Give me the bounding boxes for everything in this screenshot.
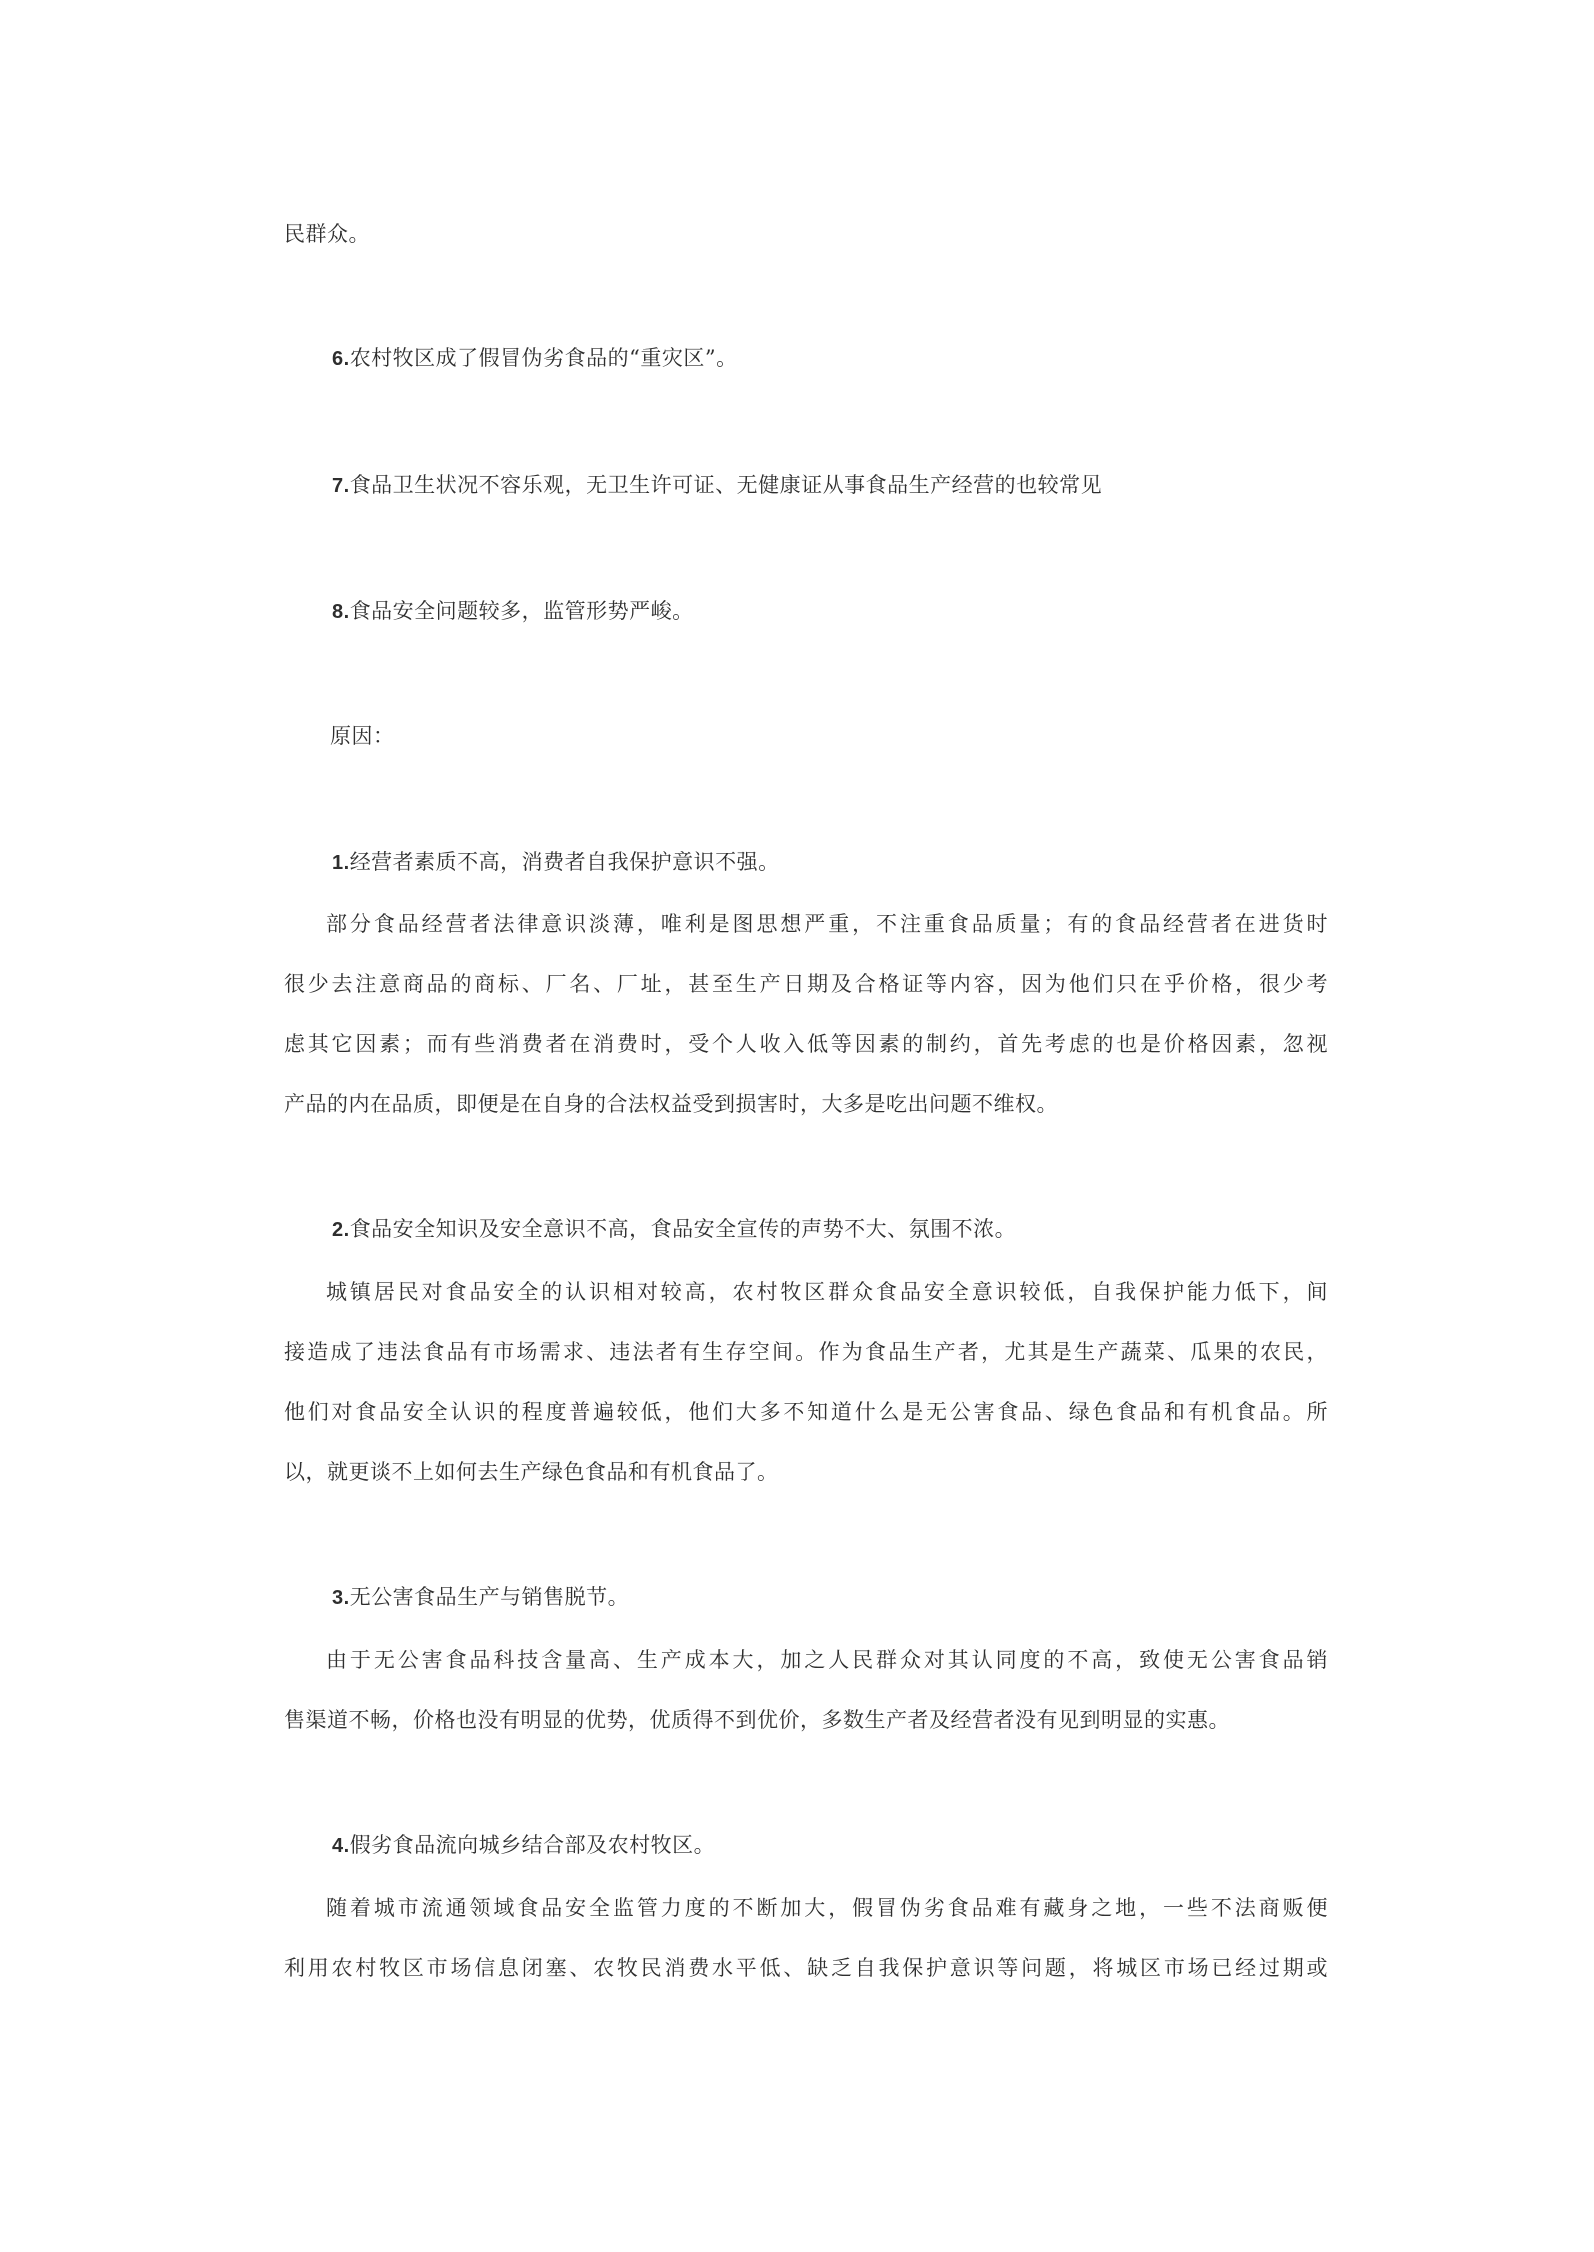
- problem-number: 7.: [332, 475, 350, 497]
- problem-number: 6.: [332, 348, 350, 370]
- cause-title-text: 无公害食品生产与销售脱节。: [349, 1585, 630, 1609]
- cause-4-body-line: 随着城市流通领域食品安全监管力度的不断加大，假冒伪劣食品难有藏身之地，一些不法商贩便: [326, 1896, 1328, 1920]
- cause-2-body-line: 城镇居民对食品安全的认识相对较高，农村牧区群众食品安全意识较低，自我保护能力低下，间: [326, 1280, 1328, 1304]
- problem-number: 8.: [332, 601, 350, 623]
- problem-item-7: [332, 470, 1102, 501]
- cause-3-body-line: 由于无公害食品科技含量高、生产成本大，加之人民群众对其认同度的不高，致使无公害食品销: [326, 1648, 1328, 1672]
- cause-title-1: [332, 847, 780, 878]
- cause-number: 3.: [332, 1587, 350, 1609]
- problem-text: 食品安全问题较多，监管形势严峻。: [349, 599, 694, 623]
- cause-4-body-line: 利用农村牧区市场信息闭塞、农牧民消费水平低、缺乏自我保护意识等问题，将城区市场已经过期或: [284, 1956, 1328, 1980]
- cause-title-text: 食品安全知识及安全意识不高，食品安全宣传的声势不大、氛围不浓。: [349, 1217, 1017, 1241]
- cause-title-text: 经营者素质不高，消费者自我保护意识不强。: [349, 850, 780, 874]
- causes-heading: 原因：: [330, 724, 395, 748]
- cause-number: 1.: [332, 852, 350, 874]
- cause-title-4: [332, 1830, 715, 1861]
- cause-2-body-line: 他们对食品安全认识的程度普遍较低，他们大多不知道什么是无公害食品、绿色食品和有机食品。所: [284, 1400, 1328, 1424]
- cause-number: 2.: [332, 1219, 350, 1241]
- cause-title-2: [332, 1214, 1016, 1245]
- cause-1-body-line: 部分食品经营者法律意识淡薄，唯利是图思想严重，不注重食品质量；有的食品经营者在进货时: [326, 912, 1328, 936]
- cause-1-body-line: 很少去注意商品的商标、厂名、厂址，甚至生产日期及合格证等内容，因为他们只在乎价格，很少考: [284, 972, 1328, 996]
- cause-1-body-line: 虑其它因素；而有些消费者在消费时，受个人收入低等因素的制约，首先考虑的也是价格因素，忽视: [284, 1032, 1328, 1056]
- intro-tail-text: 民群众。: [284, 222, 370, 246]
- cause-title-text: 假劣食品流向城乡结合部及农村牧区。: [349, 1833, 716, 1857]
- problem-item-8: [332, 596, 694, 627]
- cause-3-body-line: 售渠道不畅，价格也没有明显的优势，优质得不到优价，多数生产者及经营者没有见到明显的实惠。: [284, 1708, 1230, 1732]
- cause-2-body-line: 接造成了违法食品有市场需求、违法者有生存空间。作为食品生产者，尤其是生产蔬菜、瓜果的农民，: [284, 1340, 1328, 1364]
- problem-text: 食品卫生状况不容乐观，无卫生许可证、无健康证从事食品生产经营的也较常见: [349, 473, 1103, 497]
- cause-title-3: [332, 1582, 629, 1613]
- problem-item-6: [332, 343, 738, 374]
- cause-2-body-line: 以，就更谈不上如何去生产绿色食品和有机食品了。: [284, 1460, 779, 1484]
- problem-text: 农村牧区成了假冒伪劣食品的“重灾区”。: [349, 346, 738, 370]
- cause-number: 4.: [332, 1835, 350, 1857]
- cause-1-body-line: 产品的内在品质，即便是在自身的合法权益受到损害时，大多是吃出问题不维权。: [284, 1092, 1058, 1116]
